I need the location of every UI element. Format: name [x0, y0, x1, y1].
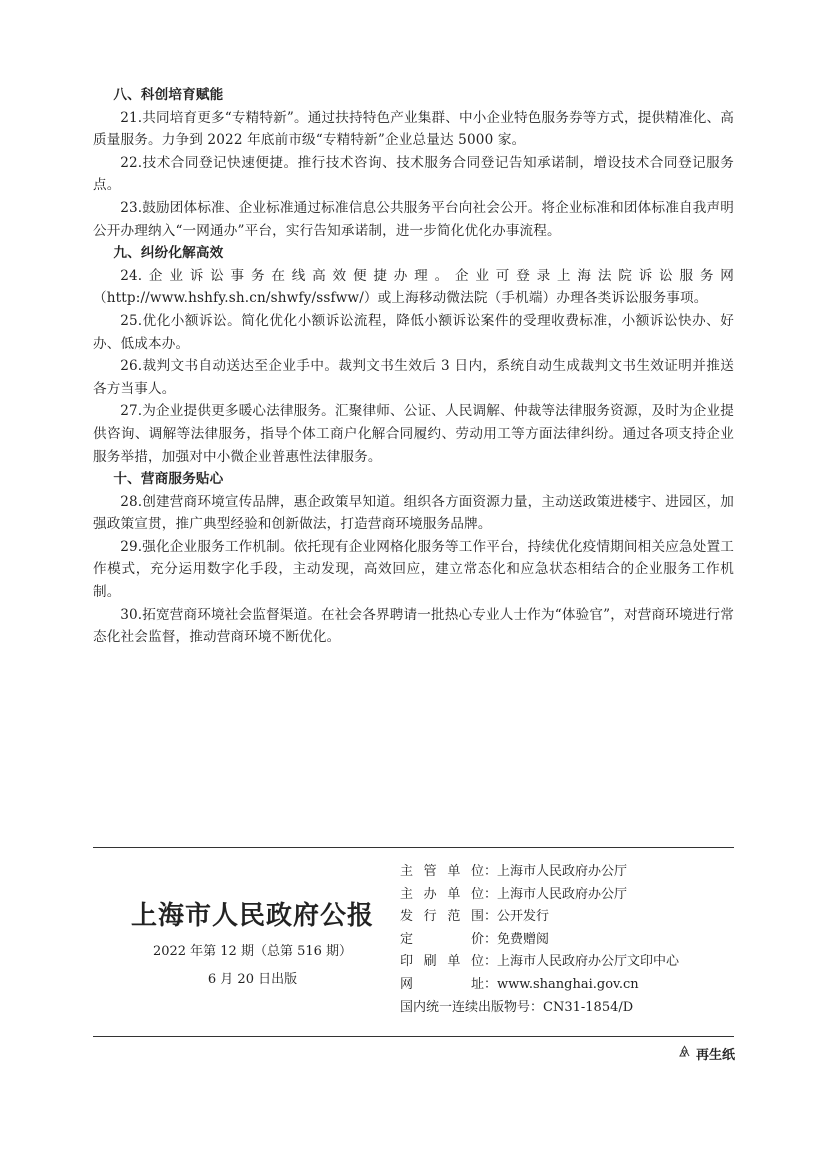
issue-number: 2022 年第 12 期（总第 516 期） — [152, 944, 353, 959]
paragraph: 26.裁判文书自动送达至企业手中。裁判文书生效后 3 日内，系统自动生成裁判文书生效证明并推送各方当事人。 — [93, 358, 734, 397]
recycled-paper-mark — [678, 1044, 735, 1063]
paragraph: 30.拓宽营商环境社会监督渠道。在社会各界聘请一批热心专业人士作为“体验官”，对营商环境进行常态化社会监督，推动营商环境不断优化。 — [93, 606, 734, 646]
info-row: 印刷单位：上海市人民政府办公厅文印中心 — [400, 954, 680, 970]
publication-title: 上海市人民政府公报 — [130, 901, 374, 931]
section-heading: 八、科创培育赋能 — [113, 87, 224, 103]
info-row: 网址：www.shanghai.gov.cn — [400, 976, 639, 992]
paragraph: 28.创建营商环境宣传品牌，惠企政策早知道。组织各方面资源力量，主动送政策进楼宇、进园区，加强政策宣贯，推广典型经验和创新做法，打造营商环境服务品牌。 — [93, 493, 734, 533]
footer-top-rule — [93, 847, 734, 848]
info-row: 发行范围：公开发行 — [400, 909, 550, 925]
publish-date: 6 月 20 日出版 — [207, 972, 298, 987]
section-heading: 十、营商服务贴心 — [113, 471, 224, 488]
section-heading: 九、纠纷化解高效 — [113, 245, 224, 262]
paragraph: 21.共同培育更多“专精特新”。通过扶持特色产业集群、中小企业特色服务券等方式，提供精准化、高质量服务。力争到 2022 年底前市级“专精特新”企业总量达 5000 家。 — [93, 109, 734, 149]
info-row: 定价：免费赠阅 — [400, 931, 550, 947]
paragraph: 24.企业诉讼事务在线高效便捷办理。企业可登录上海法院诉讼服务网（http://www.hshfy.sh.cn/shwfy/ssfww/）或上海移动微法院（手机端）办理各类诉讼服务事项。 — [93, 267, 734, 307]
document-body — [93, 84, 734, 649]
paragraph: 29.强化企业服务工作机制。依托现有企业网格化服务等工作平台，持续优化疫情期间相关应急处置工作模式，充分运用数字化手段，主动发现，高效回应，建立常态化和应急状态相结合的企业服务工作机制。 — [93, 538, 734, 601]
info-row: 国内统一连续出版物号：CN31-1854/D — [400, 999, 634, 1015]
footer-bottom-rule — [93, 1036, 734, 1037]
recycle-icon — [678, 1045, 691, 1062]
recycled-paper-label: 再生纸 — [695, 1048, 735, 1063]
paragraph: 27.为企业提供更多暖心法律服务。汇聚律师、公证、人民调解、仲裁等法律服务资源，及时为企业提供咨询、调解等法律服务，指导个体工商户化解合同履约、劳动用工等方面法律纠纷。通过各项支持企业服务举措，加强对中小微企业普惠性法律服务。 — [93, 403, 734, 465]
info-row: 主管单位：上海市人民政府办公厅 — [400, 864, 628, 879]
publication-info — [400, 861, 679, 1019]
paragraph: 25.优化小额诉讼。简化优化小额诉讼流程，降低小额诉讼案件的受理收费标准，小额诉讼快办、好办、低成本办。 — [93, 312, 734, 352]
paragraph: 23.鼓励团体标准、企业标准通过标准信息公共服务平台向社会公开。将企业标准和团体标准自我声明公开办理纳入“一网通办”平台，实行告知承诺制，进一步简化优化办事流程。 — [93, 199, 734, 239]
paragraph: 22.技术合同登记快速便捷。推行技术咨询、技术服务合同登记告知承诺制，增设技术合同登记服务点。 — [93, 154, 734, 194]
info-row: 主办单位：上海市人民政府办公厅 — [400, 886, 628, 902]
